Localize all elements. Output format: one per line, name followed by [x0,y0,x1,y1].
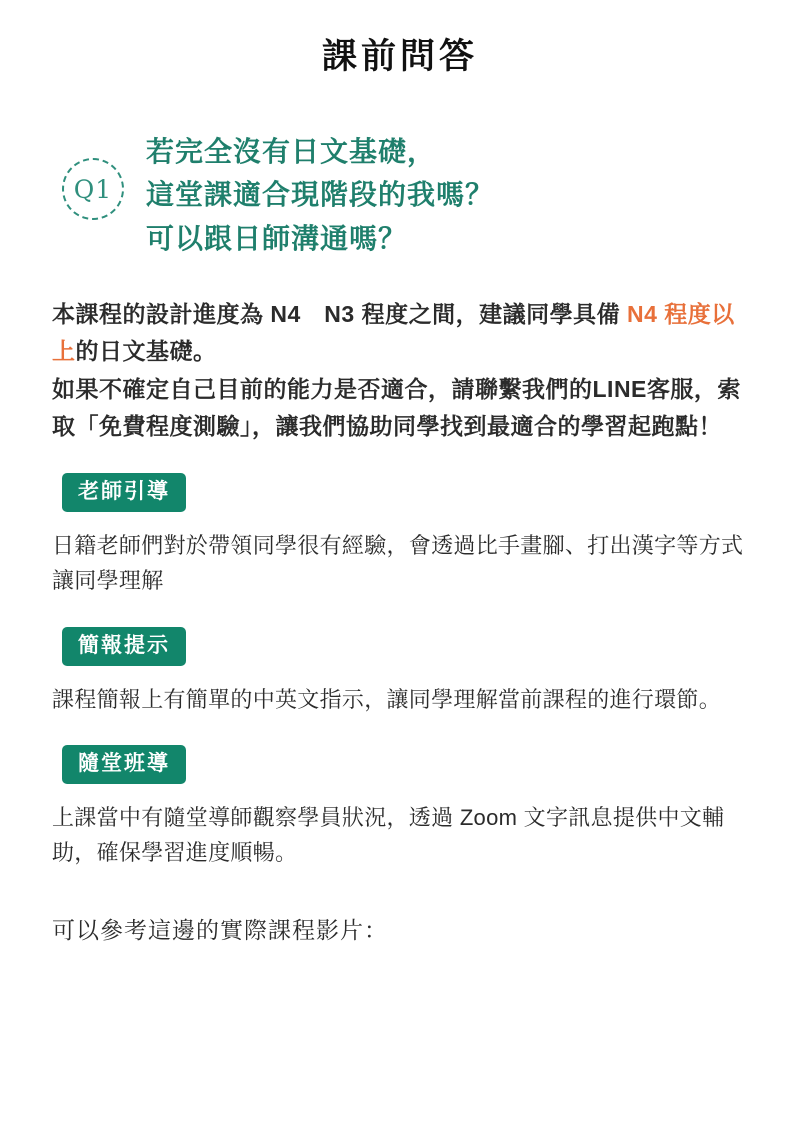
answer-block [52,296,748,445]
question-number-badge: Q1 [62,158,124,220]
answer-text-after-highlight: 的日文基礎。 [75,338,217,365]
answer-paragraph-2: 如果不確定自己目前的能力是否適合，請聯繫我們的LINE客服，索取「免費程度測驗」，讓我們協助同學找到最適合的學習起跑點！ [52,375,741,439]
closing-text: 可以參考這邊的實際課程影片： [52,917,388,944]
question-line-1: 若完全沒有日文基礎， [146,135,437,168]
answer-paragraph-1 [52,296,748,371]
section-tag-slide-hints: 簡報提示 [62,627,186,666]
question-line-3: 可以跟日師溝通嗎？ [146,221,408,255]
section-class-mentor [52,717,748,870]
section-tag-class-mentor: 隨堂班導 [62,745,186,784]
section-teacher-guidance [52,445,748,598]
section-tag-teacher-guidance: 老師引導 [62,473,186,512]
section-body-slide-hints [52,682,748,717]
answer-highlight-level: N4 程度以上 [52,301,735,365]
section-body-text: 上課當中有隨堂導師觀察學員狀況，透過 Zoom 文字訊息提供中文輔助，確保學習進度順暢。 [52,805,725,866]
section-body-text: 課程簡報上有簡單的中英文指示，讓同學理解當前課程的進行環節。 [52,686,722,712]
answer-text-before-highlight: 本課程的設計進度為 N4 N3 程度之間，建議同學具備 [52,301,627,328]
question-block [52,130,748,260]
section-body-text: 日籍老師們對於帶領同學很有經驗，會透過比手畫腳、打出漢字等方式讓同學理解 [52,533,744,594]
section-body-teacher-guidance [52,528,748,598]
section-slide-hints [52,599,748,717]
section-body-class-mentor [52,800,748,870]
question-text [146,130,494,260]
question-line-2: 這堂課適合現階段的我嗎？ [146,178,495,212]
page-title: 課前問答 [321,36,478,77]
